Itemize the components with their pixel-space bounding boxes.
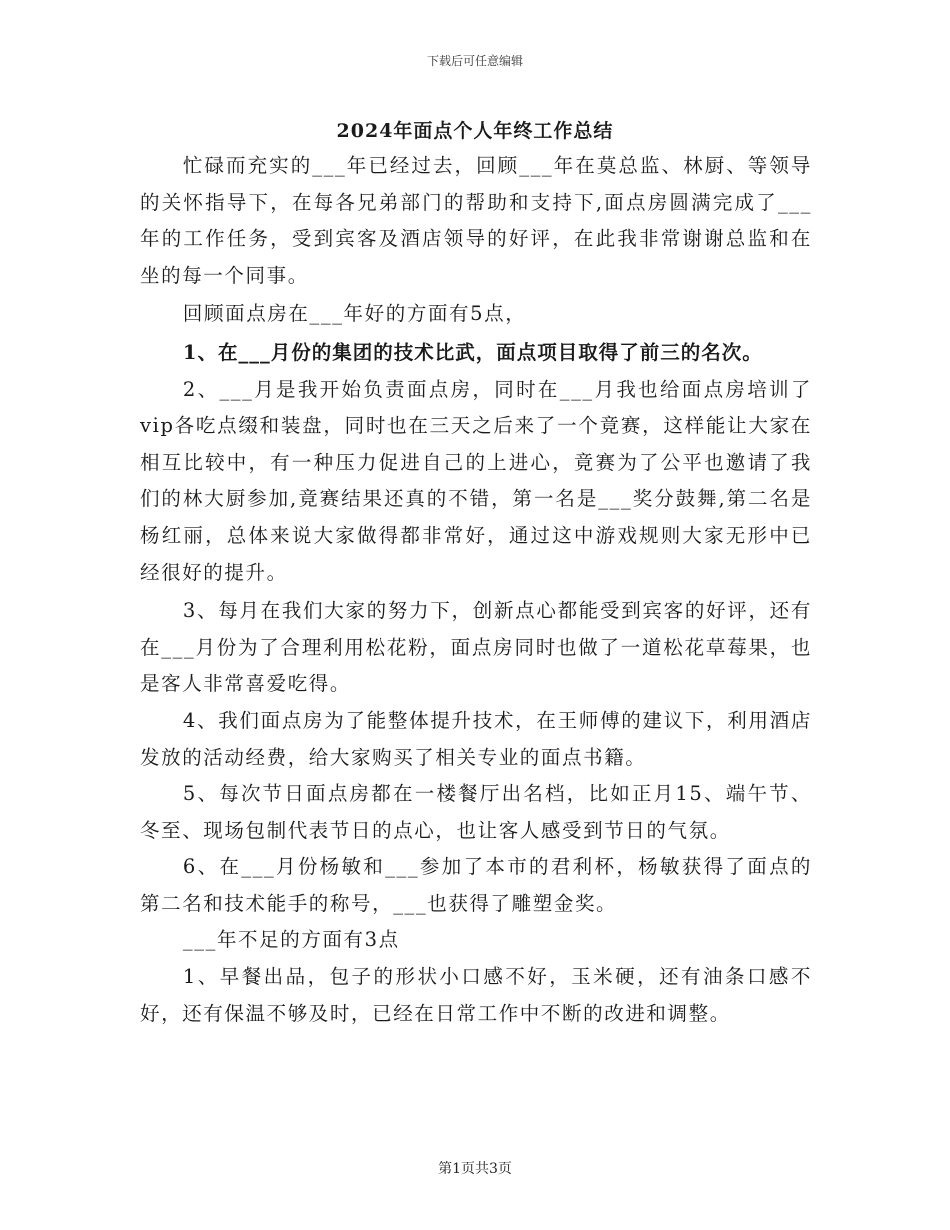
- paragraph-item-2: 2、___月是我开始负责面点房，同时在___月我也给面点房培训了vip各吃点缀和装盘，同时也在三天之后来了一个竟赛，这样能让大家在相互比较中，有一种压力促进自己的上进心，竟赛为了公平也邀请了我们的林大厨参加,竟赛结果还真的不错，第一名是___奖分鼓舞,第二名是杨红丽，总体来说大家做得都非常好，通过这中游戏规则大家无形中已经很好的提升。: [140, 377, 812, 584]
- paragraph-weakness-1: 1、早餐出品，包子的形状小口感不好，玉米硬，还有油条口感不好，还有保温不够及时，已经在日常工作中不断的改进和调整。: [140, 965, 812, 1025]
- paragraph-item-4: 4、我们面点房为了能整体提升技术，在王师傅的建议下，利用酒店发放的活动经费，给大家购买了相关专业的面点书籍。: [140, 708, 812, 769]
- paragraph-item-1: 1、在___月份的集团的技术比武，面点项目取得了前三的名次。: [182, 340, 763, 364]
- paragraph-item-5: 5、每次节日面点房都在一楼餐厅出名档，比如正月15、端午节、冬至、现场包制代表节日的点心，也让客人感受到节日的气氛。: [140, 782, 812, 842]
- paragraph-item-3: 3、每月在我们大家的努力下，创新点心都能受到宾客的好评，还有在___月份为了合理利用松花粉，面点房同时也做了一道松花草莓果，也是客人非常喜爱吃得。: [140, 599, 812, 696]
- document-body: [140, 148, 812, 1032]
- paragraph-weaknesses-heading: ___年不足的方面有3点: [182, 928, 400, 952]
- paragraph-strengths-heading: 回顾面点房在___年好的方面有5点，: [182, 302, 527, 326]
- paragraph-intro: 忙碌而充实的___年已经过去，回顾___年在莫总监、林厨、等领导的关怀指导下，在每各兄弟部门的帮助和支持下,面点房圆满完成了___年的工作任务，受到宾客及酒店领导的好评，在此我非常谢谢总监和在坐的每一个同事。: [140, 154, 812, 287]
- paragraph-item-6: 6、在___月份杨敏和___参加了本市的君利杯，杨敏获得了面点的第二名和技术能手的称号，___也获得了雕塑金奖。: [140, 855, 812, 915]
- header-note: 下载后可任意编辑: [426, 54, 523, 68]
- page-indicator: 第1页共3页: [438, 1161, 512, 1177]
- document-title: 2024年面点个人年终工作总结: [336, 120, 614, 142]
